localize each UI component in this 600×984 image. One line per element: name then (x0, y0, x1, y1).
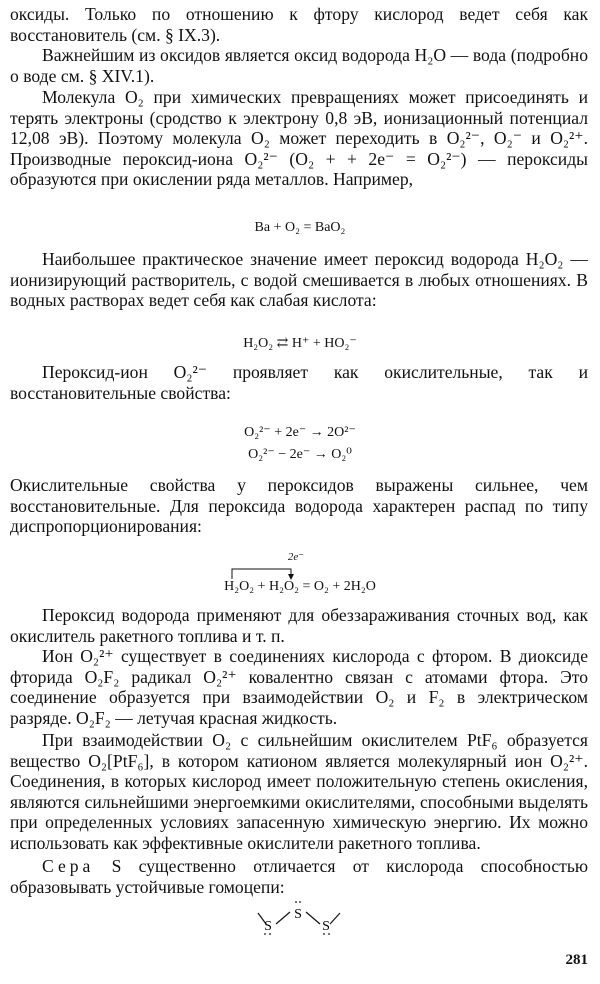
paragraph-text: Ион O₂²⁺ существует в соединениях кислорода с фтором. В диоксиде фторида O₂F₂ радикал O₂²⁺ ковалентно связан с атомами фтора. Это соединение образуется при взаимодействии O₂ и F₂ в электрическом разряде. O₂F₂ — летучая красная жидкость. (10, 646, 588, 728)
equation-text: O₂²⁻ − 2e⁻ → O₂⁰ (248, 447, 352, 462)
paragraph-text: Окислительные свойства у пероксидов выражены сильнее, чем восстановительные. Для пероксида водорода характерен распад по типу диспропорционирования: (10, 475, 588, 537)
paragraph-text: Пероксид водорода применяют для обеззараживания сточных вод, как окислитель ракетного топлива и т. п. (10, 605, 588, 646)
paragraph-text: S существенно отличается от кислорода способностью образовывать устойчивые гомоцепи: (10, 856, 588, 897)
paragraph-text: оксиды. Только по отношению к фтору кислород ведет себя как восстановитель (см. § IX.3). (10, 4, 588, 45)
sulfur-atom: S (264, 919, 272, 934)
paragraph-text: Пероксид-ион O₂²⁻ проявляет как окислительные, так и восстановительные свойства: (10, 362, 588, 403)
paragraph-text: Наибольшее практическое значение имеет пероксид водорода H₂O₂ — ионизирующий растворитель, с водой смешивается в любых отношениях. В водных растворах ведет себя как слабая кислота: (10, 249, 588, 311)
sulfur-atom: S (294, 907, 302, 922)
equation-text: H₂O₂ + H₂O₂ = O₂ + 2H₂O (224, 579, 376, 594)
spaced-term: Сера (42, 856, 95, 876)
paragraph-text: Молекула O₂ при химических превращениях может присоединять и терять электроны (сродство к электрону 0,8 эВ, ионизационный потенциал 12,08 эВ). Поэтому молекула O₂ может переходить в O₂²⁻, O₂⁻ и O₂²⁺. Производные пероксид-иона O₂²⁻ (O₂ + + 2e⁻ = O₂²⁻) — пероксиды образуются при окислении ряда металлов. Например, (10, 87, 588, 190)
equation-text: H₂O₂ ⇄ H⁺ + HO₂⁻ (243, 336, 357, 351)
equation-text: O₂²⁻ + 2e⁻ → 2O²⁻ (244, 425, 356, 440)
sulfur-atom: S (322, 919, 330, 934)
equation-text: Ba + O₂ = BaO₂ (254, 220, 346, 235)
paragraph-text: При взаимодействии O₂ с сильнейшим окислителем PtF₆ образуется вещество O₂[PtF₆], в котором катионом является молекулярный ион O₂²⁺. Соединения, в которых кислород имеет положительную степень окисления, являются сильнейшими энергоемкими окислителями, способными выделять при определенных условиях запасенную химическую энергию. Их можно использовать как эффективные окислители ракетного топлива. (10, 730, 588, 853)
electron-label: 2e⁻ (287, 551, 305, 563)
paragraph-text: Важнейшим из оксидов является оксид водорода H₂O — вода (подробно о воде см. § XIV.1). (10, 45, 588, 86)
page-number: 281 (565, 952, 588, 968)
